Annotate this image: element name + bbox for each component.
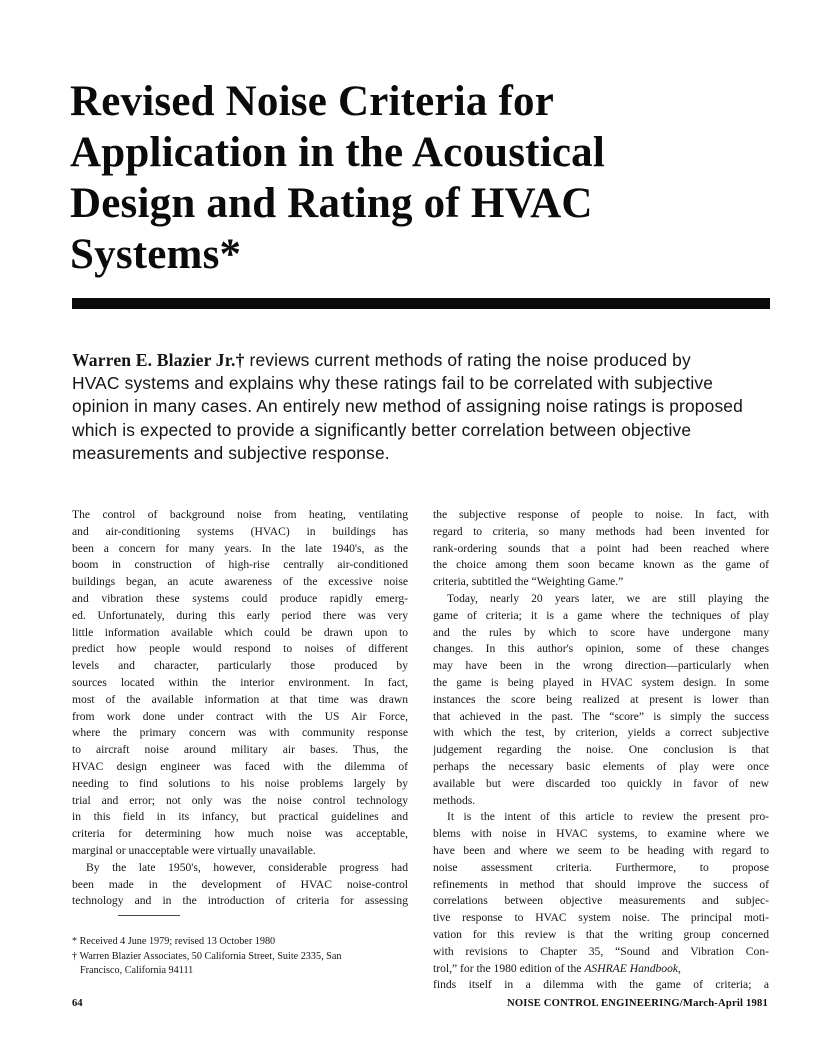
body-line: HVAC design engineer was faced with the dilemma of xyxy=(72,759,408,773)
abstract-line: opinion in many cases. An entirely new method of assigning noise ratings is proposed xyxy=(72,396,743,417)
body-line: that achieved in the past. The “score” is simply the success xyxy=(433,709,769,723)
body-line: criteria for determining how much noise was acceptable, xyxy=(72,827,408,841)
body-line: boom in construction of high-rise centrally air-conditioned xyxy=(72,558,408,572)
body-line: judgement regarding the noise. One conclusion is that xyxy=(433,743,769,757)
body-line: little information available which could be drawn upon to xyxy=(72,625,408,639)
body-line: where the primary concern was with community response xyxy=(72,726,408,740)
body-line: may have been in the wrong direction—particularly when xyxy=(433,659,769,673)
handbook-title: ASHRAE Handbook, xyxy=(584,961,681,975)
body-line: Today, nearly 20 years later, we are still playing the xyxy=(447,591,769,605)
body-line: game of criteria; it is a game where the techniques of play xyxy=(433,608,769,622)
body-line: By the late 1950's, however, considerable progress had xyxy=(86,860,408,874)
body-line: predict how people would respond to noises of different xyxy=(72,642,408,656)
running-footer: NOISE CONTROL ENGINEERING/March-April 1981 xyxy=(506,998,768,1009)
body-line: instances the score being realized at present is lower than xyxy=(433,692,769,706)
footnote-affiliation: Francisco, California 94111 xyxy=(80,965,194,977)
body-line: trial and error; not only was the noise control technology xyxy=(72,793,408,807)
body-line: needing to find solutions to his noise problems largely by xyxy=(72,776,408,790)
body-column-left xyxy=(72,507,408,910)
body-line: It is the intent of this article to review the present pro- xyxy=(447,810,769,824)
body-line: correlations between objective measurements and subjec- xyxy=(433,894,769,908)
body-line: sources located within the interior environment. In fact, xyxy=(72,675,408,689)
body-line: buildings began, an acute awareness of the excessive noise xyxy=(72,575,408,589)
author-name: Warren E. Blazier Jr.† xyxy=(72,350,245,370)
body-line: finds itself in a dilemma with the game of criteria; a xyxy=(433,978,769,992)
body-line: criteria, subtitled the “Weighting Game.” xyxy=(433,575,624,589)
page-number: 64 xyxy=(72,998,83,1009)
body-line: trol,” for the 1980 edition of the ASHRAE Handbook, xyxy=(433,961,681,975)
body-line: have been and where we seem to be heading with regard to xyxy=(433,843,769,857)
body-line: methods. xyxy=(433,793,476,807)
body-line: vation for this review is that the writing group concerned xyxy=(433,927,769,941)
body-line: refinements in method that should improve the success of xyxy=(433,877,769,891)
title-line: Revised Noise Criteria for xyxy=(70,78,555,125)
abstract-line: Warren E. Blazier Jr.† reviews current methods of rating the noise produced by xyxy=(72,350,691,370)
body-line: been a concern for many years. In the late 1940's, as the xyxy=(72,541,408,555)
body-line: been made in the development of HVAC noise-control xyxy=(72,877,408,891)
body-line: rank-ordering sounds that a point had been reached where xyxy=(433,541,769,555)
body-line: and vibration these systems could produce rapidly emerg- xyxy=(72,591,408,605)
body-line: perhaps the necessary basic elements of play were once xyxy=(433,759,769,773)
body-line: with revisions to Chapter 35, “Sound and Vibration Con- xyxy=(433,944,769,958)
body-line: regard to criteria, so many methods had been invented for xyxy=(433,524,769,538)
body-line: available but were discarded too quickly in favor of new xyxy=(433,776,769,790)
body-line: technology and in the introduction of criteria for assessing xyxy=(72,894,408,908)
body-line: the game is being played in HVAC system design. In some xyxy=(433,675,769,689)
body-line: noise assessment criteria. Furthermore, to propose xyxy=(433,860,769,874)
abstract-line: which is expected to provide a significantly better correlation between objective xyxy=(72,419,692,440)
body-line: tive response to HVAC system noise. The principal moti- xyxy=(433,911,769,925)
body-line: and air-conditioning systems (HVAC) in buildings has xyxy=(72,524,408,538)
article-title xyxy=(70,76,770,280)
footnote-received: * Received 4 June 1979; revised 13 October 1980 xyxy=(72,936,276,947)
title-rule xyxy=(72,298,770,309)
title-line: Design and Rating of HVAC xyxy=(70,180,593,227)
body-column-right xyxy=(433,507,769,994)
abstract-line: measurements and subjective response. xyxy=(72,442,390,463)
body-line: changes. In this author's opinion, some of these changes xyxy=(433,642,769,656)
body-line: the subjective response of people to noise. In fact, with xyxy=(433,508,769,521)
body-line: blems with noise in HVAC systems, to examine where we xyxy=(433,827,769,841)
body-line: The control of background noise from heating, ventilating xyxy=(72,508,408,521)
footnote-affiliation: † Warren Blazier Associates, 50 California Street, Suite 2335, San xyxy=(72,950,342,962)
body-line: from work done under contract with the US Air Force, xyxy=(72,709,408,723)
title-line: Application in the Acoustical xyxy=(70,129,605,176)
body-line: to aircraft noise around military air bases. Thus, the xyxy=(72,743,408,757)
abstract xyxy=(72,349,772,465)
body-line: marginal or unacceptable were virtually unavailable. xyxy=(72,843,316,857)
body-line: ed. Unfortunately, during this early period there was very xyxy=(72,608,408,622)
abstract-line: HVAC systems and explains why these ratings fail to be correlated with subjective xyxy=(72,373,714,394)
body-line: most of the available information at that time was drawn xyxy=(72,692,408,706)
footnote-separator xyxy=(118,915,180,916)
body-line: with which the test, by criterion, yields a correct subjective xyxy=(433,726,769,740)
footnotes xyxy=(72,935,412,979)
body-line: the choice among them soon became known as the game of xyxy=(433,558,769,572)
body-line: levels and character, particularly those produced by xyxy=(72,659,408,673)
title-line: Systems* xyxy=(70,231,242,278)
body-line: in this field in its infancy, but practical guidelines and xyxy=(72,810,408,824)
body-line: and the rules by which to score have undergone many xyxy=(433,625,769,639)
